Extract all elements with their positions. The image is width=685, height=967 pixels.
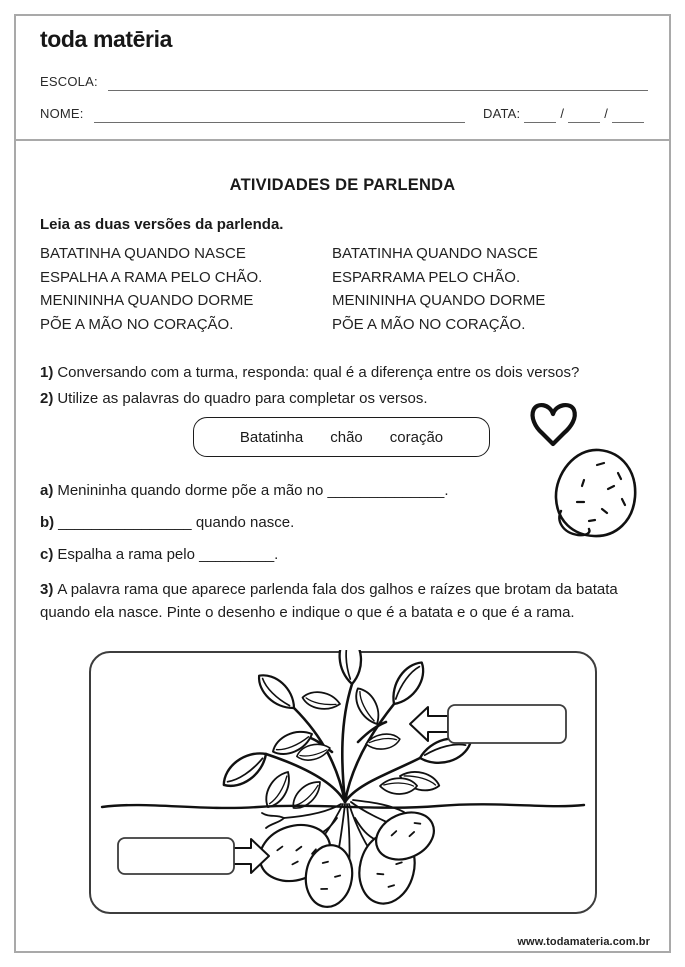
worksheet-title: ATIVIDADES DE PARLENDA [229,176,456,194]
escola-field[interactable] [108,74,648,91]
date-year-field[interactable] [612,106,644,123]
verse-line: PÕE A MÃO NO CORAÇÃO. [40,315,234,333]
question-2-number: 2) [40,390,54,407]
nome-row [40,106,648,123]
fill-item-a-text: Menininha quando dorme põe a mão no ______________. [57,482,449,499]
question-3 [40,578,652,624]
escola-row [40,74,648,91]
word-bank-box [193,417,490,457]
escola-label: ESCOLA: [40,74,98,89]
footer-url: www.todamateria.com.br [517,936,650,948]
potato-icon [544,447,644,539]
date-month-field[interactable] [568,106,600,123]
nome-field[interactable] [94,106,465,123]
word-bank-word: chão [330,428,363,446]
batata-label-box[interactable] [118,838,234,874]
verse-line: PÕE A MÃO NO CORAÇÃO. [332,315,526,333]
verse-version-1 [40,242,262,336]
date-group [483,106,648,123]
verse-line: BATATINHA QUANDO NASCE [40,245,246,262]
fill-item-b-label: b) [40,514,55,531]
lead-instruction: Leia as duas versões da parlenda. [40,216,284,233]
fill-item-c-text: Espalha a rama pelo _________. [57,546,279,563]
fill-item-b[interactable] [40,514,294,531]
question-3-text: A palavra rama que aparece parlenda fala dos galhos e raízes que brotam da batata quando ela nasce. Pinte o desenho e indique o que é a batata e o que é a rama. [40,581,618,621]
date-day-field[interactable] [524,106,556,123]
date-separator: / [560,106,565,121]
fill-item-c[interactable] [40,546,278,563]
verse-line: ESPALHA A RAMA PELO CHÃO. [40,268,263,286]
verse-line: ESPARRAMA PELO CHÃO. [332,268,521,286]
potato-plant-illustration [88,650,598,915]
word-bank-word: coração [389,428,444,446]
verse-line: BATATINHA QUANDO NASCE [332,245,538,262]
header-divider [14,139,671,141]
question-1 [40,364,652,381]
word-bank-word: Batatinha [239,428,304,446]
date-separator: / [604,106,608,121]
verse-line: MENININHA QUANDO DORME [332,292,546,309]
verse-version-2 [332,242,545,336]
data-label: DATA: [483,106,521,121]
fill-item-a[interactable] [40,482,449,499]
fill-item-a-label: a) [40,482,54,499]
heart-icon [529,399,579,452]
rama-label-box[interactable] [448,705,566,743]
toda-materia-logo: toda matēria [40,26,172,52]
verse-line: MENININHA QUANDO DORME [40,292,254,309]
fill-item-b-text: ________________ quando nasce. [58,514,295,531]
question-3-number: 3) [40,581,54,598]
nome-label: NOME: [40,106,84,121]
question-1-text: Conversando com a turma, responda: qual é a diferença entre os dois versos? [57,364,580,381]
fill-item-c-label: c) [40,546,54,563]
question-2-text: Utilize as palavras do quadro para completar os versos. [57,390,428,407]
question-1-number: 1) [40,364,54,381]
